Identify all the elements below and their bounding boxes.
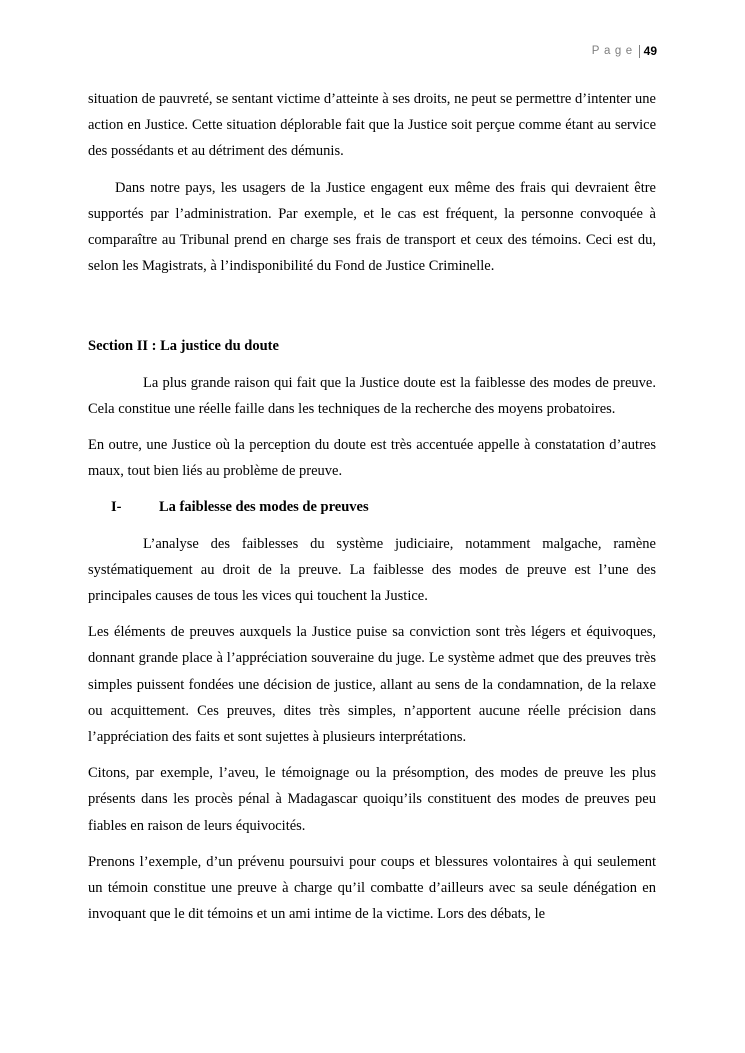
subsection-number: I- (111, 499, 122, 516)
page-header (592, 44, 657, 58)
header-divider (639, 45, 640, 58)
subsection-heading (88, 494, 656, 520)
page-label: Page (591, 45, 637, 57)
paragraph-1: situation de pauvreté, se sentant victime d’atteinte à ses droits, ne peut se permettre d’intenter une action en Justice. Cette situation déplorable fait que la Justice soit perçue comme étant au service des possédants et au détriment des démunis. (88, 91, 656, 160)
subsection-title: La faiblesse des modes de preuves (159, 499, 369, 516)
paragraph-4: En outre, une Justice où la perception du doute est très accentuée appelle à constatation d’autres maux, tout bien liés au problème de preuve. (88, 437, 656, 480)
paragraph-8: Prenons l’exemple, d’un prévenu poursuivi pour coups et blessures volontaires à qui seulement un témoin constitue une preuve à charge qu’il combatte d’ailleurs avec sa seule dénégation en invoquant que le dit témoins et un ami intime de la victime. Lors des débats, le (88, 853, 656, 923)
page-number: 49 (643, 44, 657, 58)
paragraph-7: Citons, par exemple, l’aveu, le témoignage ou la présomption, des modes de preuve les plus présents dans les procès pénal à Madagascar quoiqu’ils constituent des modes de preuves peu fiables en raison de leurs équivocités. (88, 765, 656, 834)
paragraph-2: Dans notre pays, les usagers de la Justice engagent eux même des frais qui devraient être supportés par l’administration. Par exemple, et le cas est fréquent, la personne convoquée à comparaître au Tribunal prend en charge ses frais de transport et ceux des témoins. Ceci est du, selon les Magistrats, à l’indisponibilité du Fond de Justice Criminelle. (88, 179, 656, 275)
document-body (88, 86, 656, 927)
paragraph-3: La plus grande raison qui fait que la Justice doute est la faiblesse des modes de preuve. Cela constitue une réelle faille dans les techniques de la recherche des moyens probatoires. (88, 374, 656, 417)
paragraph-6: Les éléments de preuves auxquels la Justice puise sa conviction sont très légers et équivoques, donnant grande place à l’appréciation souveraine du juge. Le système admet que des preuves très simples puissent fondées une décision de justice, allant au sens de la condamnation, de la relaxe ou acquittement. Ces preuves, dites très simples, n’apportent aucune réelle précision dans l’appréciation des faits et sont sujettes à plusieurs interprétations. (88, 624, 656, 746)
paragraph-5: L’analyse des faiblesses du système judiciaire, notamment malgache, ramène systématiquement au droit de la preuve. La faiblesse des modes de preuve est l’une des principales causes de tous les vices qui touchent la Justice. (88, 535, 656, 605)
section-heading: Section II : La justice du doute (88, 338, 279, 355)
